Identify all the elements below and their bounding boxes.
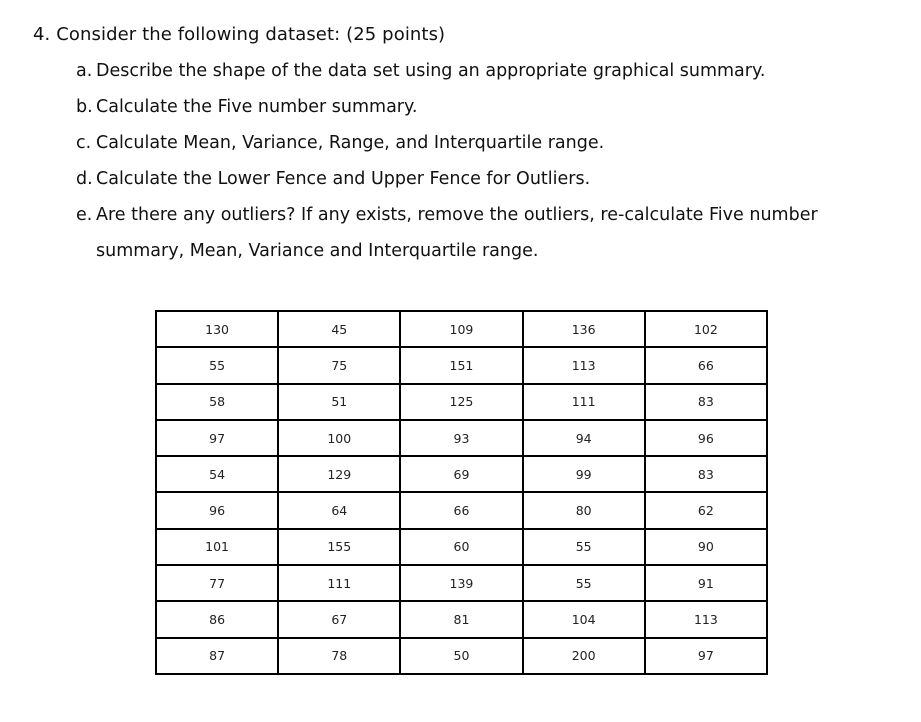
table-cell: 97 xyxy=(156,420,278,456)
table-cell: 94 xyxy=(523,420,645,456)
table-cell: 109 xyxy=(400,311,522,347)
table-row xyxy=(156,638,767,674)
table-cell: 66 xyxy=(400,492,522,528)
table-row xyxy=(156,492,767,528)
table-cell: 151 xyxy=(400,347,522,383)
table-row xyxy=(156,311,767,347)
table-cell: 69 xyxy=(400,456,522,492)
table-cell: 77 xyxy=(156,565,278,601)
table-cell: 97 xyxy=(645,638,767,674)
part-text: Are there any outliers? If any exists, remove the outliers, re-calculate Five number xyxy=(96,205,818,225)
table-cell: 155 xyxy=(278,529,400,565)
table-cell: 83 xyxy=(645,456,767,492)
table-cell: 45 xyxy=(278,311,400,347)
part-letter: d. xyxy=(76,169,93,189)
table-cell: 64 xyxy=(278,492,400,528)
table-cell: 83 xyxy=(645,384,767,420)
table-cell: 81 xyxy=(400,601,522,637)
dataset-table xyxy=(155,310,768,675)
table-cell: 55 xyxy=(156,347,278,383)
table-cell: 139 xyxy=(400,565,522,601)
part-letter: e. xyxy=(76,205,93,225)
table-row xyxy=(156,456,767,492)
table-cell: 93 xyxy=(400,420,522,456)
table-row xyxy=(156,420,767,456)
table-cell: 129 xyxy=(278,456,400,492)
part-text: Describe the shape of the data set using an appropriate graphical summary. xyxy=(96,61,766,81)
table-cell: 91 xyxy=(645,565,767,601)
table-cell: 111 xyxy=(523,384,645,420)
table-cell: 75 xyxy=(278,347,400,383)
table-cell: 102 xyxy=(645,311,767,347)
table-cell: 55 xyxy=(523,565,645,601)
table-row xyxy=(156,529,767,565)
table-cell: 113 xyxy=(645,601,767,637)
table-cell: 58 xyxy=(156,384,278,420)
table-cell: 86 xyxy=(156,601,278,637)
part-letter: b. xyxy=(76,97,93,117)
table-cell: 104 xyxy=(523,601,645,637)
table-row xyxy=(156,601,767,637)
table-cell: 90 xyxy=(645,529,767,565)
table-cell: 136 xyxy=(523,311,645,347)
table-row xyxy=(156,347,767,383)
table-cell: 100 xyxy=(278,420,400,456)
table-cell: 55 xyxy=(523,529,645,565)
part-text: Calculate Mean, Variance, Range, and Interquartile range. xyxy=(96,133,605,153)
table-cell: 111 xyxy=(278,565,400,601)
question-part-e-continuation: summary, Mean, Variance and Interquartile range. xyxy=(96,241,539,261)
table-cell: 87 xyxy=(156,638,278,674)
table-cell: 101 xyxy=(156,529,278,565)
table-cell: 130 xyxy=(156,311,278,347)
question-part-c xyxy=(76,133,604,153)
table-row xyxy=(156,384,767,420)
table-row xyxy=(156,565,767,601)
part-text: Calculate the Five number summary. xyxy=(96,97,418,117)
table-cell: 54 xyxy=(156,456,278,492)
table-cell: 96 xyxy=(645,420,767,456)
table-cell: 125 xyxy=(400,384,522,420)
table-cell: 99 xyxy=(523,456,645,492)
part-letter: c. xyxy=(76,133,92,153)
table-cell: 80 xyxy=(523,492,645,528)
table-cell: 200 xyxy=(523,638,645,674)
table-cell: 113 xyxy=(523,347,645,383)
table-cell: 62 xyxy=(645,492,767,528)
question-part-d xyxy=(76,169,590,189)
table-cell: 60 xyxy=(400,529,522,565)
part-text: Calculate the Lower Fence and Upper Fence for Outliers. xyxy=(96,169,591,189)
table-cell: 50 xyxy=(400,638,522,674)
table-cell: 51 xyxy=(278,384,400,420)
table-cell: 96 xyxy=(156,492,278,528)
table-cell: 67 xyxy=(278,601,400,637)
question-part-b xyxy=(76,97,417,117)
table-cell: 66 xyxy=(645,347,767,383)
question-part-e xyxy=(76,205,818,225)
question-title: 4. Consider the following dataset: (25 points) xyxy=(33,24,446,45)
table-cell: 78 xyxy=(278,638,400,674)
part-letter: a. xyxy=(76,61,93,81)
question-part-a xyxy=(76,61,765,81)
